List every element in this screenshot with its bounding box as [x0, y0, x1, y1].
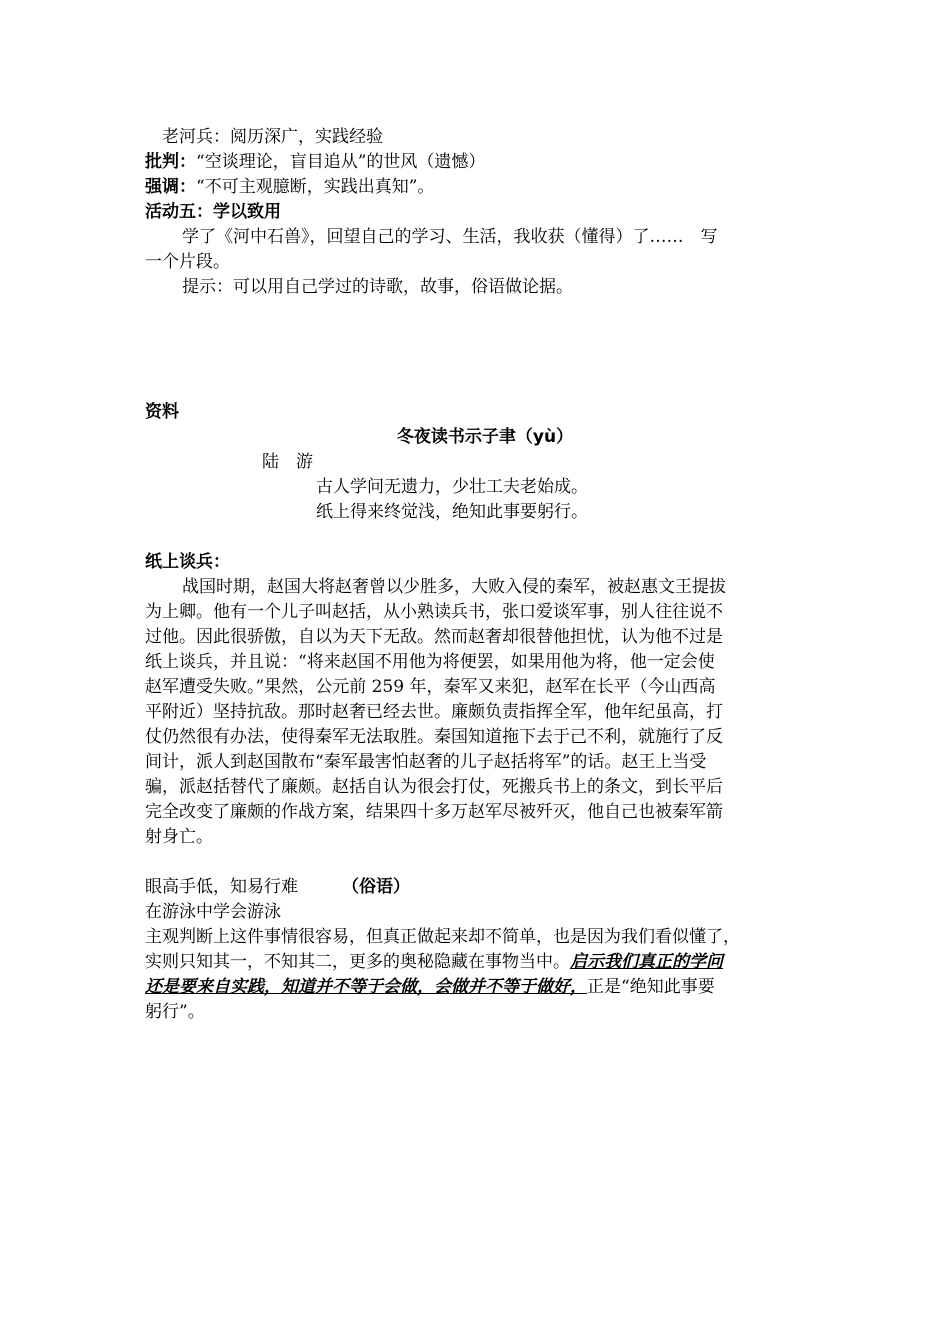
conclusion-line-4: 躬行”。	[145, 1002, 205, 1022]
activity-five-title: 活动五：学以致用	[145, 202, 281, 222]
story-line: 平附近）坚持抗敌。那时赵奢已经去世。廉颇负责指挥全军，他年纪虽高，打	[145, 702, 723, 722]
poem-line-1: 古人学问无遗力，少壮工夫老始成。	[316, 477, 588, 497]
story-line: 过他。因此很骄傲，自以为天下无敌。然而赵奢却很替他担忧，认为他不过是	[145, 627, 723, 647]
proverb-tag: （俗语）	[342, 877, 410, 897]
story-line: 战国时期，赵国大将赵奢曾以少胜多，大败入侵的秦军，被赵惠文王提拔	[182, 577, 726, 597]
story-line: 完全改变了廉颇的作战方案，结果四十多万赵军尽被歼灭，他自己也被秦军箭	[145, 802, 723, 822]
proverb-line-2: 在游泳中学会游泳	[145, 902, 281, 922]
story-heading: 纸上谈兵：	[145, 552, 230, 572]
emphasis-label: 强调：	[145, 177, 196, 197]
story-line: 骗，派赵括替代了廉颇。赵括自认为很会打仗，死搬兵书上的条文，到长平后	[145, 777, 723, 797]
criticism-line	[145, 150, 825, 175]
conclusion-emphasis: 还是要来自实践，知道并不等于会做，会做并不等于做好，	[145, 977, 587, 997]
story-line: 仗仍然很有办法，使得秦军无法取胜。秦国知道拖下去于己不利，就施行了反	[145, 727, 723, 747]
poem-title: 冬夜读书示子聿（yù）	[396, 427, 574, 447]
conclusion-line-2	[145, 950, 825, 975]
materials-heading: 资料	[145, 402, 179, 422]
criticism-label: 批判：	[145, 152, 196, 172]
conclusion-emphasis: 启示我们真正的学问	[570, 952, 723, 972]
story-line: 间计，派人到赵国散布“秦军最害怕赵奢的儿子赵括将军”的话。赵王上当受	[145, 752, 707, 772]
story-line: 赵军遭受失败。”果然，公元前 259 年，秦军又来犯，赵军在长平（今山西高	[145, 677, 716, 697]
task-line-1: 学了《河中石兽》，回望自己的学习、生活，我收获（懂得）了…… 写	[182, 227, 718, 247]
story-line: 射身亡。	[145, 827, 213, 847]
emphasis-line	[145, 175, 825, 200]
criticism-text: “空谈理论，盲目追从”的世风（遗憾）	[196, 152, 486, 172]
proverb-line-1	[145, 875, 825, 900]
story-line: 纸上谈兵，并且说：“将来赵国不用他为将便罢，如果用他为将，他一定会使	[145, 652, 715, 672]
task-line-2: 一个片段。	[145, 252, 230, 272]
conclusion-line-3	[145, 975, 825, 1000]
old-soldier-line: 老河兵：阅历深广，实践经验	[162, 127, 383, 147]
poem-line-2: 纸上得来终觉浅，绝知此事要躬行。	[316, 502, 588, 522]
poem-author: 陆 游	[262, 452, 313, 472]
conclusion-plain: 正是“绝知此事要	[587, 977, 715, 997]
story-line: 为上卿。他有一个儿子叫赵括，从小熟读兵书，张口爱谈军事，别人往往说不	[145, 602, 723, 622]
conclusion-plain: 实则只知其一，不知其二，更多的奥秘隐藏在事物当中。	[145, 952, 570, 972]
conclusion-line-1: 主观判断上这件事情很容易，但真正做起来却不简单，也是因为我们看似懂了，	[145, 927, 740, 947]
emphasis-text: “不可主观臆断，实践出真知”。	[196, 177, 435, 197]
proverb-text: 眼高手低，知易行难	[145, 877, 298, 897]
hint-line: 提示：可以用自己学过的诗歌，故事，俗语做论据。	[182, 277, 573, 297]
